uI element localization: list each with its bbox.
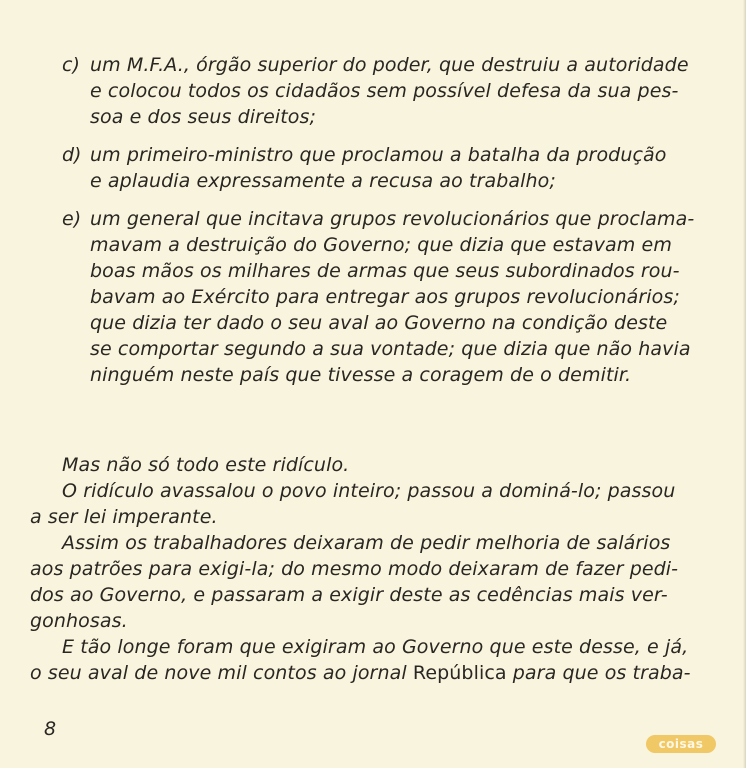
item-c-line-2: e colocou todos os cidadãos sem possível defesa da sua pes- <box>90 80 679 102</box>
paragraph-3-line-3: dos ao Governo, e passaram a exigir deste as cedências mais ver- <box>30 584 668 606</box>
paragraph-3-line-1: Assim os trabalhadores deixaram de pedir melhoria de salários <box>62 532 671 554</box>
item-c-line-3: soa e dos seus direitos; <box>90 106 317 128</box>
item-e-line-4: bavam ao Exército para entregar aos grupos revolucionários; <box>90 286 680 308</box>
paragraph-3-line-2: aos patrões para exigi-la; do mesmo modo deixaram de fazer pedi- <box>30 558 679 580</box>
newspaper-title: República <box>412 662 507 684</box>
item-e-line-2: mavam a destruição do Governo; que dizia que estavam em <box>90 234 672 256</box>
list-label-d: d) <box>62 144 82 166</box>
paragraph-3-line-4: gonhosas. <box>30 610 128 632</box>
page-number: 8 <box>44 718 57 740</box>
item-e-line-5: que dizia ter dado o seu aval ao Governo na condição deste <box>90 312 668 334</box>
item-d-line-1: um primeiro-ministro que proclamou a batalha da produção <box>90 144 667 166</box>
item-d-line-2: e aplaudia expressamente a recusa ao trabalho; <box>90 170 556 192</box>
paragraph-2-line-1: O ridículo avassalou o povo inteiro; passou a dominá-lo; passou <box>62 480 676 502</box>
paragraph-4-line-1: E tão longe foram que exigiram ao Governo que este desse, e já, <box>62 636 689 658</box>
item-c-line-1: um M.F.A., órgão superior do poder, que destruiu a autoridade <box>90 54 689 76</box>
paragraph-4-line-2 <box>0 660 746 686</box>
item-e-line-3: boas mãos os milhares de armas que seus subordinados rou- <box>90 260 680 282</box>
paragraph-2-line-2: a ser lei imperante. <box>30 506 218 528</box>
list-label-c: c) <box>62 54 80 76</box>
item-e-line-7: ninguém neste país que tivesse a coragem de o demitir. <box>90 364 632 386</box>
paragraph-4-line-2-tail: para que os traba- <box>506 662 691 684</box>
item-e-line-1: um general que incitava grupos revolucionários que proclama- <box>90 208 695 230</box>
watermark-stamp: coisas <box>646 735 716 753</box>
paragraph-4-line-2-head: o seu aval de nove mil contos ao jornal <box>30 662 413 684</box>
list-label-e: e) <box>62 208 82 230</box>
item-e-line-6: se comportar segundo a sua vontade; que dizia que não havia <box>90 338 691 360</box>
paragraph-1-line-1: Mas não só todo este ridículo. <box>62 454 350 476</box>
